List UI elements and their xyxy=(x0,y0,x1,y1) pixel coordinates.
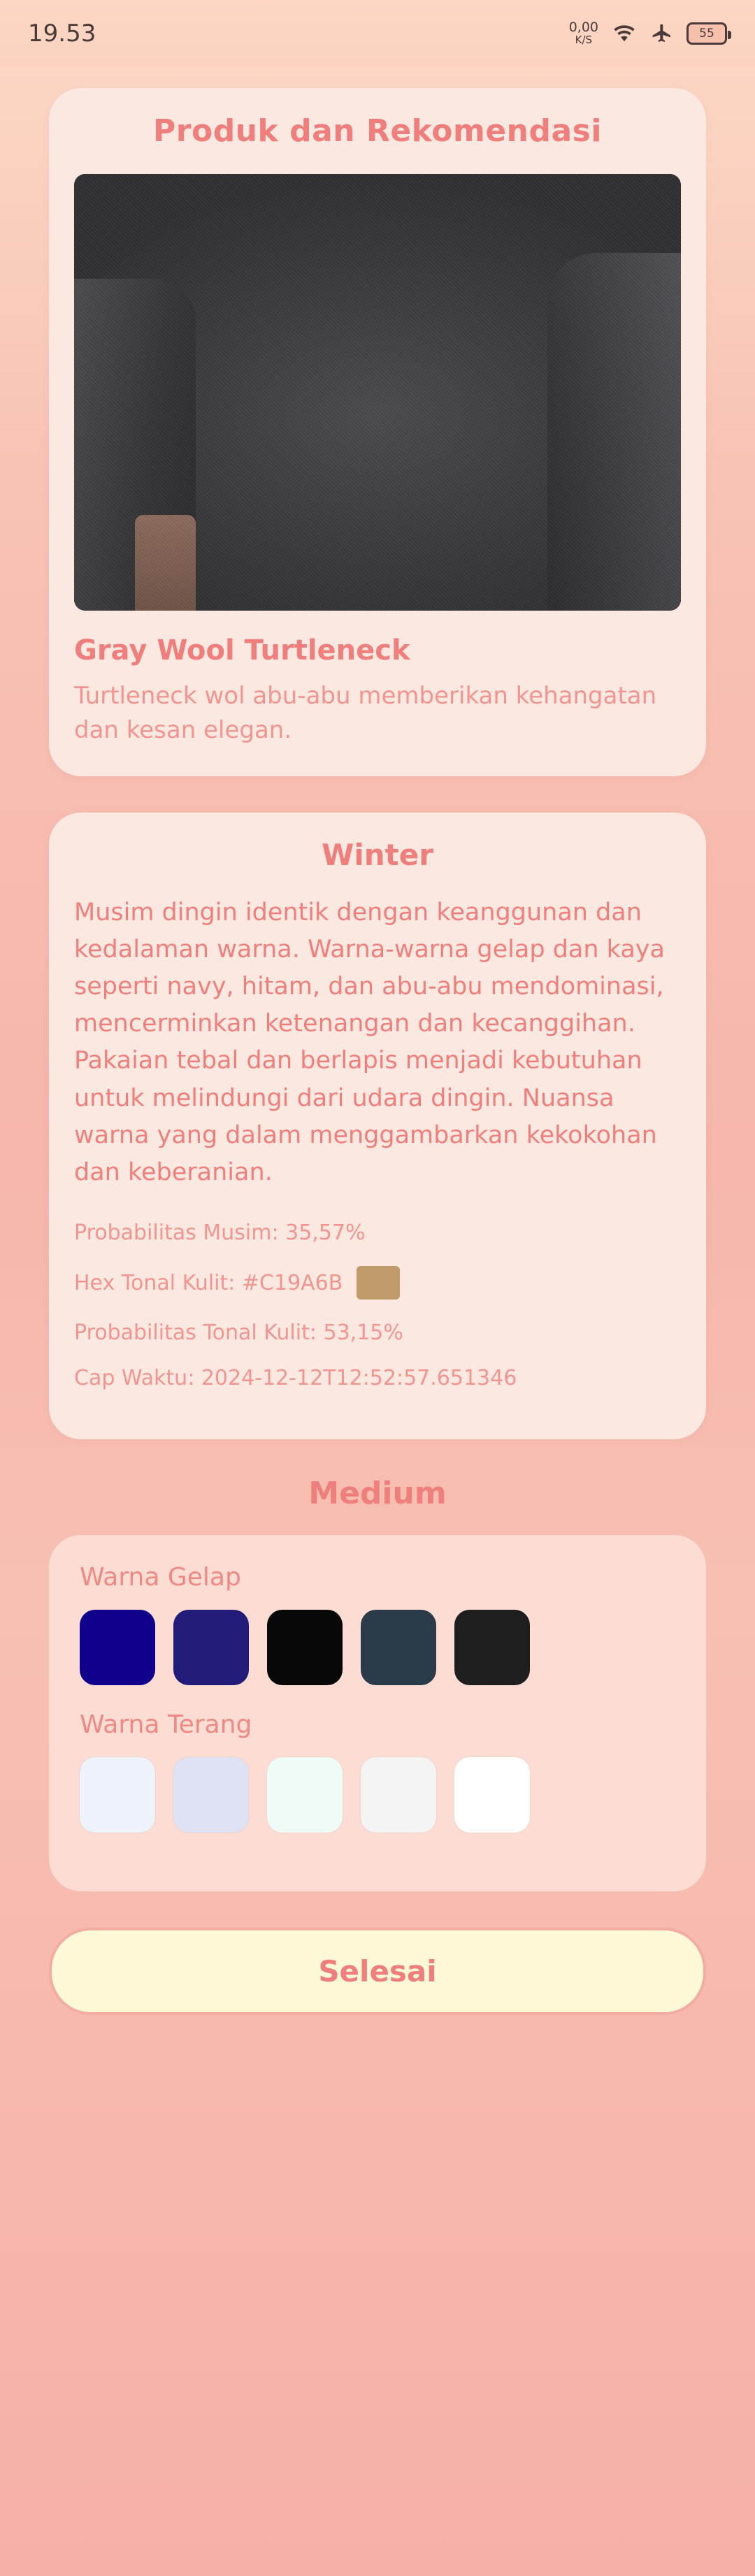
main-content xyxy=(0,67,755,2043)
product-card xyxy=(49,88,706,776)
finish-button[interactable]: Selesai xyxy=(49,1928,706,2015)
page-title: Produk dan Rekomendasi xyxy=(153,113,602,149)
light-colors-label: Warna Terang xyxy=(80,1710,252,1740)
light-color-swatch-3[interactable] xyxy=(361,1757,436,1833)
skin-hex-label: Hex Tonal Kulit: #C19A6B xyxy=(74,1270,343,1295)
dark-color-swatch-4[interactable] xyxy=(454,1610,530,1685)
product-image xyxy=(74,174,681,611)
status-bar xyxy=(0,0,755,67)
light-colors-row xyxy=(80,1757,675,1833)
footer xyxy=(49,1928,706,2043)
dark-color-swatch-0[interactable] xyxy=(80,1610,155,1685)
skin-probability-label: Probabilitas Tonal Kulit: 53,15% xyxy=(74,1320,403,1346)
network-speed-value: 0,00 xyxy=(568,20,598,36)
product-image-texture xyxy=(74,174,681,611)
dark-colors-row xyxy=(80,1610,675,1685)
product-name: Gray Wool Turtleneck xyxy=(74,634,410,667)
network-speed-unit: K/S xyxy=(575,34,593,47)
timestamp-label: Cap Waktu: 2024-12-12T12:52:57.651346 xyxy=(74,1366,517,1391)
season-card xyxy=(49,813,706,1440)
status-time: 19.53 xyxy=(28,20,96,48)
skin-probability-row xyxy=(74,1320,681,1345)
timestamp-row xyxy=(74,1366,681,1390)
season-description: Musim dingin identik dengan keanggunan dan kedalaman warna. Warna-warna gelap dan kaya seperti navy, hitam, dan abu-abu mendominasi, mencerminkan ketenangan dan kecanggihan. Pakaian tebal dan berlapis menjadi kebutuhan untuk melindungi dari udara dingin. Nuansa warna yang dalam menggambarkan kekokohan dan keberanian. xyxy=(74,898,665,1186)
light-color-swatch-1[interactable] xyxy=(173,1757,249,1833)
dark-color-swatch-3[interactable] xyxy=(361,1610,436,1685)
season-title: Winter xyxy=(322,837,433,872)
palette-card xyxy=(49,1535,706,1891)
season-probability-row xyxy=(74,1221,681,1245)
light-color-swatch-2[interactable] xyxy=(267,1757,343,1833)
dark-color-swatch-2[interactable] xyxy=(267,1610,343,1685)
battery-level-text: 55 xyxy=(699,27,714,41)
dark-color-swatch-1[interactable] xyxy=(173,1610,249,1685)
season-probability-label: Probabilitas Musim: 35,57% xyxy=(74,1221,366,1246)
battery-icon xyxy=(686,22,727,45)
product-description: Turtleneck wol abu-abu memberikan kehangatan dan kesan elegan. xyxy=(74,682,657,745)
skin-tone-swatch xyxy=(357,1266,400,1300)
wifi-icon xyxy=(611,23,638,44)
dark-colors-label: Warna Gelap xyxy=(80,1563,241,1592)
skin-hex-row xyxy=(74,1266,681,1300)
light-color-swatch-4[interactable] xyxy=(454,1757,530,1833)
airplane-mode-icon xyxy=(650,22,674,45)
palette-section-title: Medium xyxy=(308,1476,447,1512)
status-icons xyxy=(569,21,727,46)
light-color-swatch-0[interactable] xyxy=(80,1757,155,1833)
network-speed-indicator xyxy=(569,21,598,46)
